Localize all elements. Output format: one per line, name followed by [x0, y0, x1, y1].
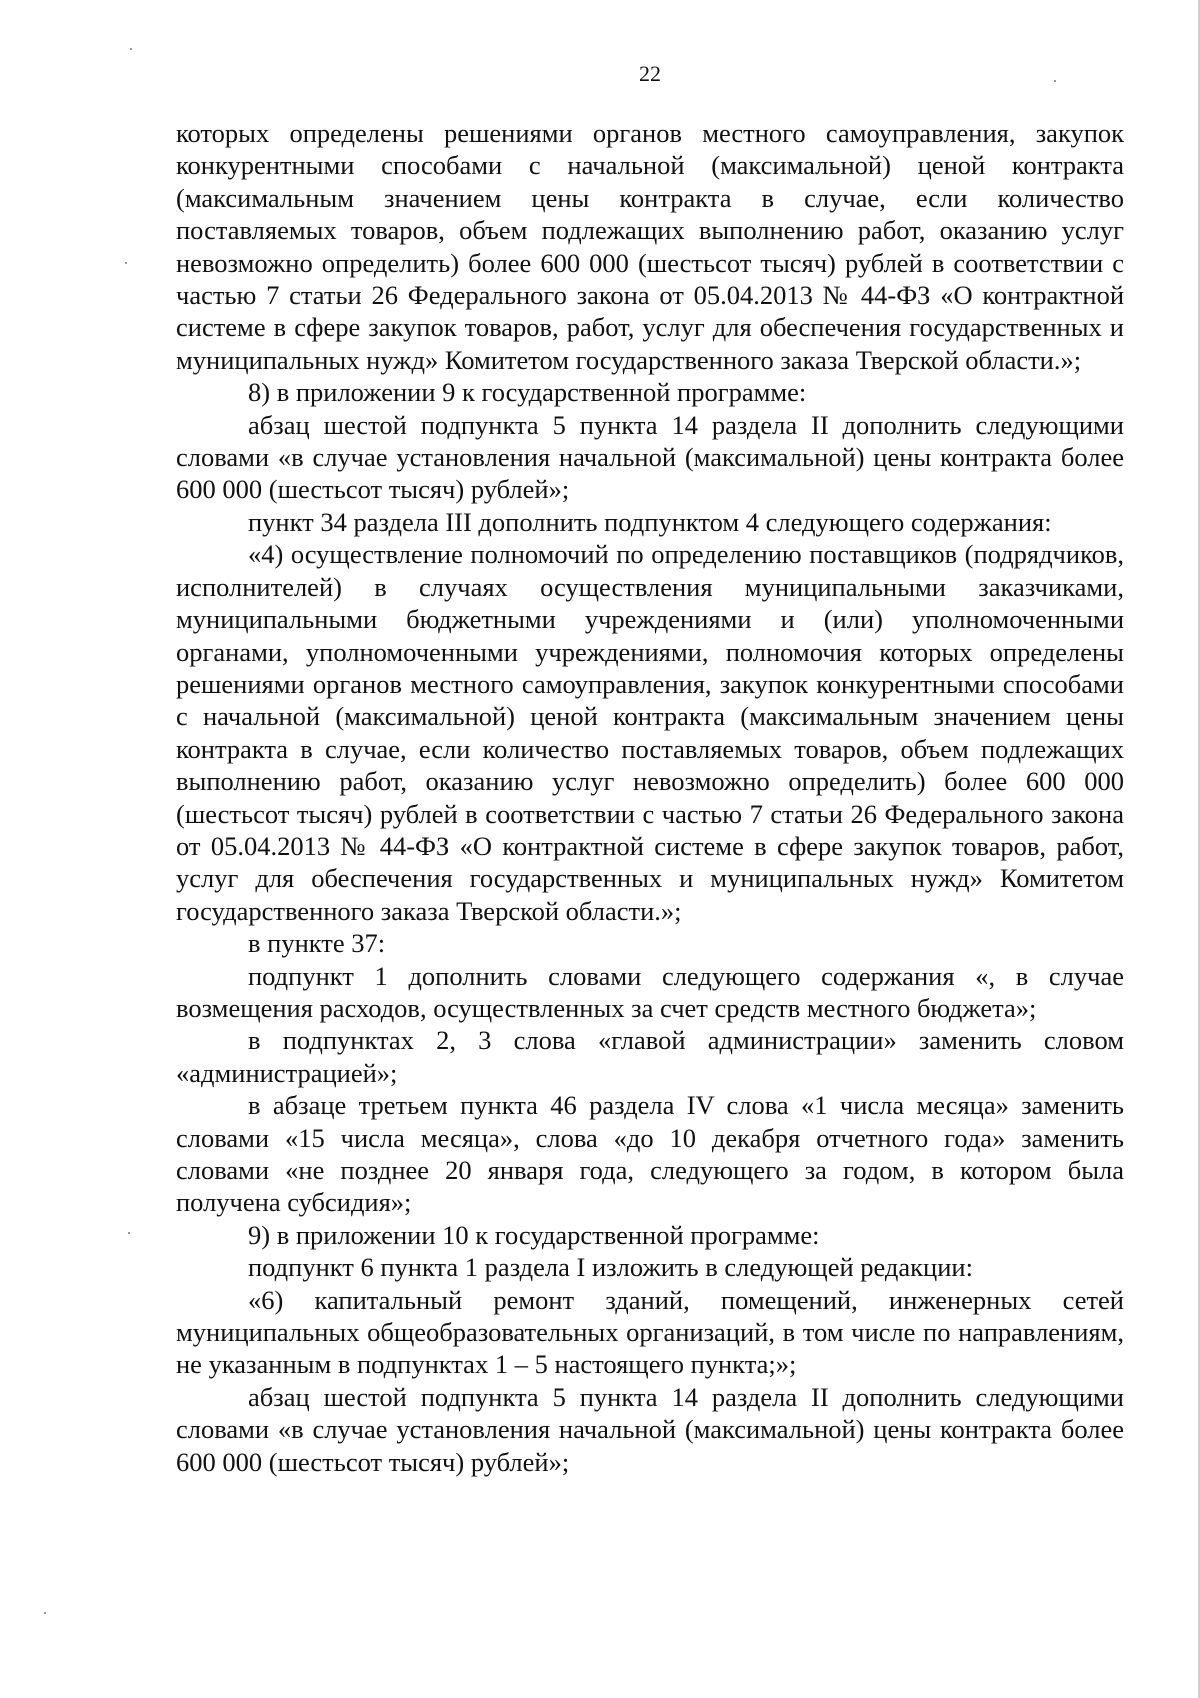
scan-speck: [130, 48, 132, 50]
page-number: 22: [639, 61, 661, 86]
paragraph: в подпунктах 2, 3 слова «главой администрации» заменить словом «администрацией»;: [176, 1025, 1124, 1088]
paragraph: подпункт 6 пункта 1 раздела I изложить в следующей редакции:: [248, 1252, 973, 1283]
paragraph-item-8: 8) в приложении 9 к государственной программе:: [248, 377, 807, 408]
document-body: [176, 117, 1124, 1478]
paragraph: пункт 34 раздела III дополнить подпунктом 4 следующего содержания:: [248, 506, 1052, 537]
paragraph: абзац шестой подпункта 5 пункта 14 раздела II дополнить следующими словами «в случае установления начальной (максимальной) цены контракта более 600 000 (шестьсот тысяч) рублей»;: [176, 1381, 1124, 1477]
paragraph: подпункт 1 дополнить словами следующего содержания «, в случае возмещения расходов, осуществленных за счет средств местного бюджета»;: [176, 960, 1124, 1023]
scan-speck: [128, 1232, 130, 1234]
paragraph-continuation: которых определены решениями органов местного самоуправления, закупок конкурентными способами с начальной (максимальной) ценой контракта (максимальным значением цены контракта в случае, если количество поставляемых товаров, объем подлежащих выполнению работ, оказанию услуг невозможно определить) более 600 000 (шестьсот тысяч) рублей в соответствии с частью 7 статьи 26 Федерального закона от 05.04.2013 № 44-ФЗ «О контрактной системе в сфере закупок товаров, работ, услуг для обеспечения государственных и муниципальных нужд» Комитетом государственного заказа Тверской области.»;: [176, 118, 1124, 375]
scan-speck: [44, 1612, 46, 1614]
paragraph: в абзаце третьем пункта 46 раздела IV слова «1 числа месяца» заменить словами «15 числа месяца», слова «до 10 декабря отчетного года» заменить словами «не позднее 20 января года, следующего за годом, в котором была получена субсидия»;: [176, 1090, 1124, 1218]
paragraph-item-9: 9) в приложении 10 к государственной программе:: [248, 1219, 820, 1250]
paragraph: абзац шестой подпункта 5 пункта 14 раздела II дополнить следующими словами «в случае установления начальной (максимальной) цены контракта более 600 000 (шестьсот тысяч) рублей»;: [176, 409, 1124, 505]
paragraph: в пункте 37:: [248, 928, 386, 959]
scan-speck: [125, 262, 127, 264]
paragraph-subitem-6: «6) капитальный ремонт зданий, помещений, инженерных сетей муниципальных общеобразовательных организаций, в том числе по направлениям, не указанным в подпунктах 1 – 5 настоящего пункта;»;: [176, 1284, 1124, 1380]
paragraph-subitem-4: «4) осуществление полномочий по определению поставщиков (подрядчиков, исполнителей) в случаях осуществления муниципальными заказчиками, муниципальными бюджетными учреждениями и (или) уполномоченными органами, уполномоченными учреждениями, полномочия которых определены решениями органов местного самоуправления, закупок конкурентными способами с начальной (максимальной) ценой контракта (максимальным значением цены контракта в случае, если количество поставляемых товаров, объем подлежащих выполнению работ, оказанию услуг невозможно определить) более 600 000 (шестьсот тысяч) рублей в соответствии с частью 7 статьи 26 Федерального закона от 05.04.2013 № 44-ФЗ «О контрактной системе в сфере закупок товаров, работ, услуг для обеспечения государственных и муниципальных нужд» Комитетом государственного заказа Тверской области.»;: [176, 539, 1124, 926]
